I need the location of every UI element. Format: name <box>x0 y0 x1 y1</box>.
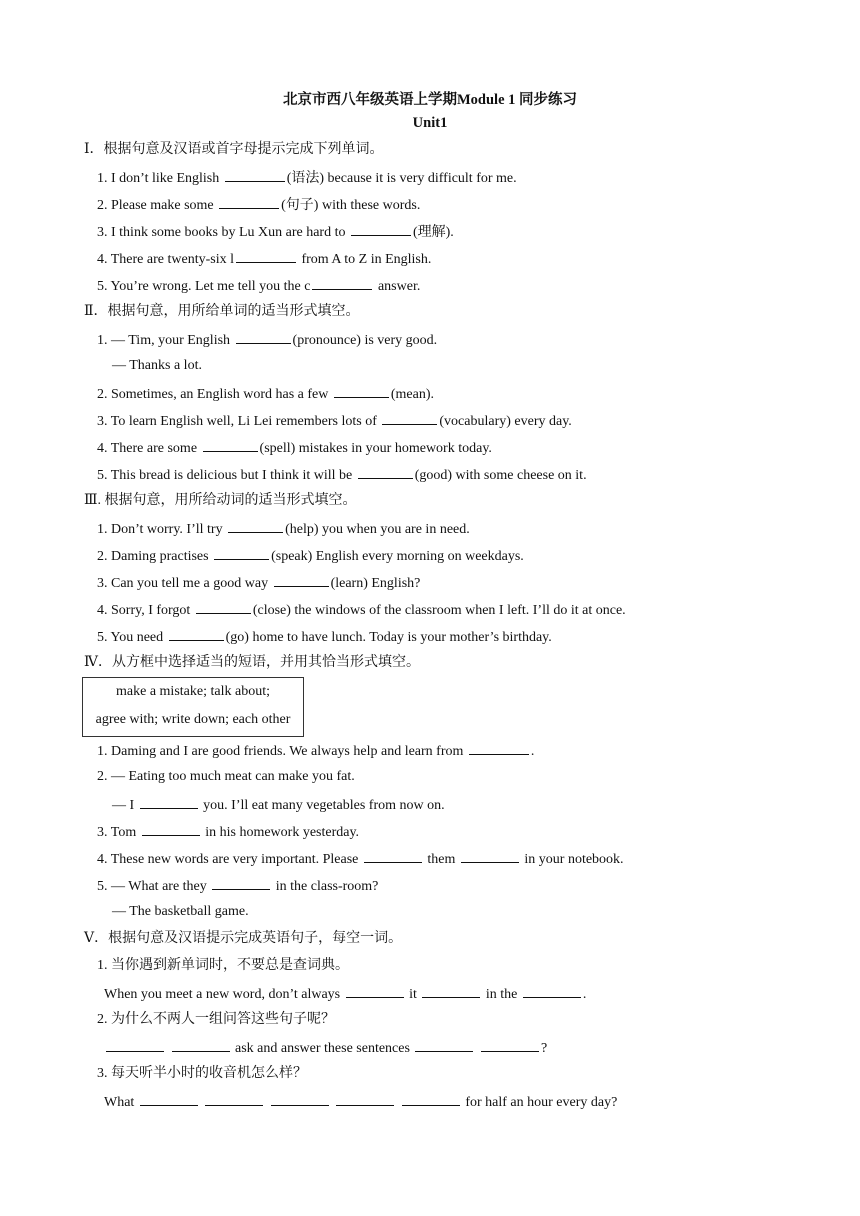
answer-blank[interactable] <box>142 822 200 836</box>
s4-question-3: 3. Tom in his homework yesterday. <box>97 822 359 842</box>
s2-question-3: 3. To learn English well, Li Lei remembers lots of (vocabulary) every day. <box>97 411 572 431</box>
answer-blank[interactable] <box>364 849 422 863</box>
s4-question-5-reply: — The basketball game. <box>112 904 249 919</box>
answer-blank[interactable] <box>219 195 279 209</box>
s1-question-1: 1. I don’t like English (语法) because it is very difficult for me. <box>97 168 517 188</box>
answer-blank[interactable] <box>214 546 269 560</box>
s3-question-1: 1. Don’t worry. I’ll try (help) you when you are in need. <box>97 519 470 539</box>
answer-blank[interactable] <box>336 1092 394 1106</box>
answer-blank[interactable] <box>358 465 413 479</box>
answer-blank[interactable] <box>196 600 251 614</box>
section-3-heading: Ⅲ. 根据句意，用所给动词的适当形式填空。 <box>84 493 357 508</box>
s5-question-1-chinese: 1. 当你遇到新单词时，不要总是查词典。 <box>97 958 349 973</box>
s1-question-5: 5. You’re wrong. Let me tell you the c answer. <box>97 276 420 296</box>
answer-blank[interactable] <box>106 1038 164 1052</box>
s3-question-3: 3. Can you tell me a good way (learn) English? <box>97 573 420 593</box>
answer-blank[interactable] <box>236 330 291 344</box>
answer-blank[interactable] <box>225 168 285 182</box>
answer-blank[interactable] <box>351 222 411 236</box>
s2-question-4: 4. There are some (spell) mistakes in your homework today. <box>97 438 492 458</box>
s3-question-4: 4. Sorry, I forgot (close) the windows of the classroom when I left. I’ll do it at once. <box>97 600 626 620</box>
answer-blank[interactable] <box>469 741 529 755</box>
answer-blank[interactable] <box>236 249 296 263</box>
s5-question-2-chinese: 2. 为什么不两人一组问答这些句子呢？ <box>97 1012 335 1027</box>
phrase-box <box>82 677 304 737</box>
s4-question-5: 5. — What are they in the class-room? <box>97 876 378 896</box>
answer-blank[interactable] <box>169 627 224 641</box>
s2-question-1: 1. — Tim, your English (pronounce) is very good. <box>97 330 437 350</box>
unit-title: Unit1 <box>412 115 448 131</box>
s1-question-4: 4. There are twenty-six l from A to Z in English. <box>97 249 431 269</box>
answer-blank[interactable] <box>523 984 581 998</box>
s4-question-2: 2. — Eating too much meat can make you fat. <box>97 769 355 784</box>
answer-blank[interactable] <box>212 876 270 890</box>
answer-blank[interactable] <box>382 411 437 425</box>
answer-blank[interactable] <box>140 1092 198 1106</box>
answer-blank[interactable] <box>312 276 372 290</box>
phrase-box-line-1: make a mistake; talk about; <box>116 684 270 699</box>
answer-blank[interactable] <box>203 438 258 452</box>
answer-blank[interactable] <box>271 1092 329 1106</box>
s4-question-4: 4. These new words are very important. Please them in your notebook. <box>97 849 624 869</box>
page-title: 北京市西八年级英语上学期Module 1 同步练习 <box>282 92 578 108</box>
answer-blank[interactable] <box>346 984 404 998</box>
section-1-heading: Ⅰ．根据句意及汉语或首字母提示完成下列单词。 <box>84 142 384 157</box>
answer-blank[interactable] <box>228 519 283 533</box>
s1-question-3: 3. I think some books by Lu Xun are hard to (理解). <box>97 222 454 242</box>
answer-blank[interactable] <box>461 849 519 863</box>
answer-blank[interactable] <box>415 1038 473 1052</box>
s2-question-5: 5. This bread is delicious but I think it will be (good) with some cheese on it. <box>97 465 587 485</box>
answer-blank[interactable] <box>140 795 198 809</box>
s5-question-2-english: ask and answer these sentences ? <box>104 1038 547 1058</box>
answer-blank[interactable] <box>422 984 480 998</box>
s4-question-1: 1. Daming and I are good friends. We always help and learn from . <box>97 741 534 761</box>
s1-question-2: 2. Please make some (句子) with these words. <box>97 195 420 215</box>
s4-question-2-reply: — I you. I’ll eat many vegetables from now on. <box>112 795 445 815</box>
s5-question-1-english: When you meet a new word, don’t always it in the . <box>104 984 586 1004</box>
section-2-heading: Ⅱ．根据句意，用所给单词的适当形式填空。 <box>84 304 360 319</box>
section-4-heading: Ⅳ．从方框中选择适当的短语，并用其恰当形式填空。 <box>84 655 420 670</box>
answer-blank[interactable] <box>274 573 329 587</box>
s2-question-1-reply: — Thanks a lot. <box>112 358 202 373</box>
answer-blank[interactable] <box>172 1038 230 1052</box>
answer-blank[interactable] <box>481 1038 539 1052</box>
s3-question-5: 5. You need (go) home to have lunch. Today is your mother’s birthday. <box>97 627 552 647</box>
s2-question-2: 2. Sometimes, an English word has a few (mean). <box>97 384 434 404</box>
answer-blank[interactable] <box>402 1092 460 1106</box>
section-5-heading: Ⅴ．根据句意及汉语提示完成英语句子，每空一词。 <box>84 931 403 946</box>
s5-question-3-english: What for half an hour every day? <box>104 1092 617 1112</box>
answer-blank[interactable] <box>334 384 389 398</box>
s5-question-3-chinese: 3. 每天听半小时的收音机怎么样？ <box>97 1066 307 1081</box>
answer-blank[interactable] <box>205 1092 263 1106</box>
s3-question-2: 2. Daming practises (speak) English every morning on weekdays. <box>97 546 524 566</box>
phrase-box-line-2: agree with; write down; each other <box>95 712 291 727</box>
